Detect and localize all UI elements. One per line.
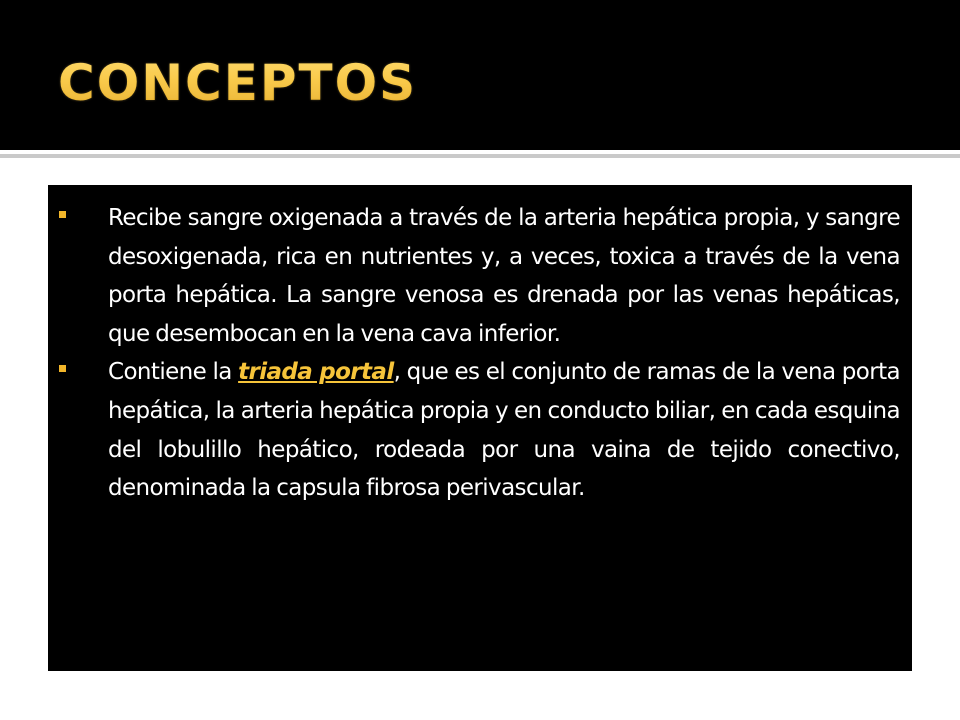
bullet-text: Recibe sangre oxigenada a través de la arteria hepática propia, y sangre desoxigenada, rica en nutrientes y, a veces, toxica a través de la vena porta hepática. La sangre venosa es drenada por las venas hepáticas, que desembocan en la vena cava inferior. bbox=[108, 205, 900, 347]
title-band bbox=[0, 0, 960, 150]
bullet-text bbox=[108, 353, 900, 507]
bullet-item bbox=[48, 199, 912, 353]
bullet-text-before: Contiene la bbox=[108, 359, 239, 386]
divider-line-gray bbox=[0, 154, 960, 158]
square-bullet-icon bbox=[59, 211, 66, 218]
bullet-list bbox=[48, 199, 912, 508]
highlighted-term: triada portal bbox=[238, 359, 394, 386]
slide-title: CONCEPTOS bbox=[58, 48, 417, 118]
content-box bbox=[48, 185, 912, 671]
square-bullet-icon bbox=[59, 365, 66, 372]
bullet-item bbox=[48, 353, 912, 507]
bullet-text-after: , que es el conjunto de ramas de la vena porta hepática, la arteria hepática propia y en conducto biliar, en cada esquina del lobulillo hepático, rodeada por una vaina de tejido conectivo, denominada la capsula fibrosa perivascular. bbox=[108, 359, 900, 502]
